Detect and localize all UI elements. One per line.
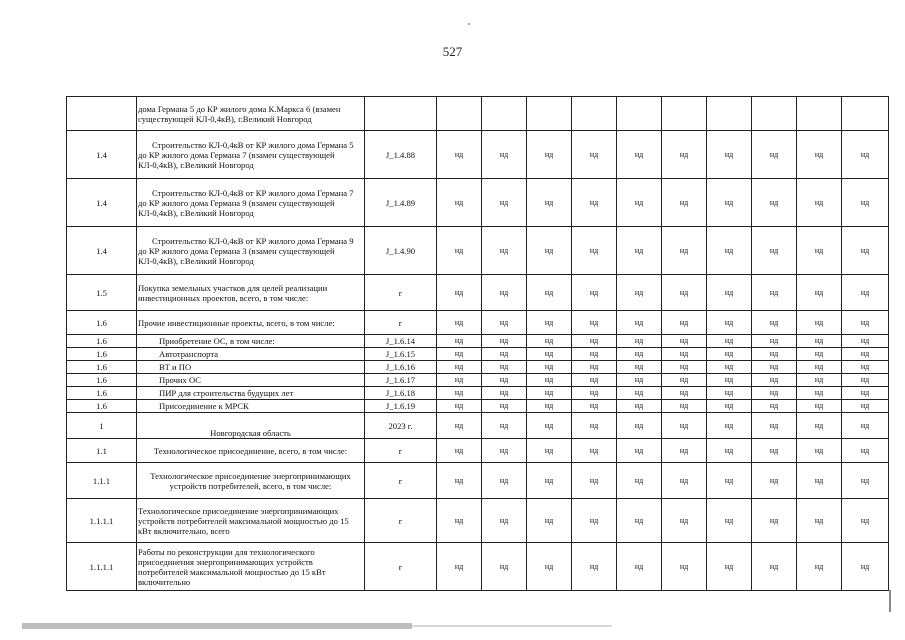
row-number: 1.6	[67, 374, 137, 387]
value-cell: нд	[842, 374, 889, 387]
table-row	[67, 335, 889, 348]
value-cell: нд	[797, 131, 842, 179]
value-cell: нд	[842, 311, 889, 335]
value-cell: нд	[482, 275, 527, 311]
value-cell: нд	[662, 439, 707, 463]
row-number: 1.6	[67, 348, 137, 361]
value-cell	[617, 97, 662, 131]
value-cell: нд	[617, 275, 662, 311]
table-row	[67, 348, 889, 361]
value-cell: нд	[482, 400, 527, 413]
value-cell: нд	[842, 275, 889, 311]
value-cell: нд	[617, 387, 662, 400]
value-cell: нд	[572, 311, 617, 335]
value-cell: нд	[527, 131, 572, 179]
table-row	[67, 311, 889, 335]
value-cell: нд	[482, 131, 527, 179]
value-cell: нд	[752, 361, 797, 374]
row-code: J_1.4.90	[365, 227, 437, 275]
value-cell: нд	[617, 179, 662, 227]
value-cell: нд	[707, 499, 752, 543]
value-cell: нд	[437, 361, 482, 374]
value-cell: нд	[752, 413, 797, 439]
scan-bottom-bar-faint	[412, 625, 612, 627]
value-cell: нд	[752, 374, 797, 387]
value-cell	[707, 97, 752, 131]
value-cell: нд	[617, 374, 662, 387]
value-cell: нд	[797, 374, 842, 387]
table-row	[67, 227, 889, 275]
value-cell	[842, 97, 889, 131]
value-cell: нд	[797, 499, 842, 543]
table-row	[67, 361, 889, 374]
value-cell: нд	[707, 311, 752, 335]
value-cell: нд	[482, 227, 527, 275]
value-cell: нд	[572, 543, 617, 591]
value-cell: нд	[527, 499, 572, 543]
value-cell: нд	[527, 361, 572, 374]
value-cell: нд	[752, 275, 797, 311]
row-number: 1.1.1.1	[67, 543, 137, 591]
row-code: г	[365, 543, 437, 591]
value-cell: нд	[797, 311, 842, 335]
value-cell: нд	[662, 400, 707, 413]
value-cell: нд	[617, 499, 662, 543]
table-row	[67, 543, 889, 591]
value-cell: нд	[797, 361, 842, 374]
row-code: г	[365, 463, 437, 499]
table-row	[67, 439, 889, 463]
value-cell: нд	[617, 131, 662, 179]
row-code: г	[365, 439, 437, 463]
value-cell	[437, 97, 482, 131]
value-cell: нд	[527, 311, 572, 335]
value-cell: нд	[707, 374, 752, 387]
value-cell	[752, 97, 797, 131]
row-number: 1.6	[67, 361, 137, 374]
row-code: 2023 г.	[365, 413, 437, 439]
value-cell: нд	[527, 543, 572, 591]
value-cell: нд	[662, 499, 707, 543]
table-row	[67, 275, 889, 311]
value-cell: нд	[707, 179, 752, 227]
value-cell: нд	[707, 413, 752, 439]
value-cell: нд	[662, 463, 707, 499]
value-cell	[797, 97, 842, 131]
value-cell: нд	[752, 179, 797, 227]
value-cell: нд	[662, 311, 707, 335]
value-cell: нд	[707, 227, 752, 275]
row-number: 1.4	[67, 179, 137, 227]
table-row	[67, 499, 889, 543]
value-cell: нд	[437, 275, 482, 311]
value-cell: нд	[797, 463, 842, 499]
value-cell: нд	[662, 335, 707, 348]
value-cell: нд	[572, 387, 617, 400]
row-code	[365, 97, 437, 131]
value-cell: нд	[437, 400, 482, 413]
value-cell: нд	[617, 400, 662, 413]
row-number: 1.6	[67, 311, 137, 335]
row-number: 1.6	[67, 387, 137, 400]
table-row	[67, 387, 889, 400]
value-cell: нд	[752, 400, 797, 413]
row-number: 1.6	[67, 335, 137, 348]
value-cell: нд	[842, 413, 889, 439]
value-cell: нд	[617, 361, 662, 374]
value-cell: нд	[482, 361, 527, 374]
value-cell: нд	[752, 543, 797, 591]
value-cell: нд	[797, 179, 842, 227]
value-cell: нд	[527, 387, 572, 400]
row-name: ВТ и ПО	[137, 361, 365, 374]
value-cell: нд	[617, 348, 662, 361]
value-cell: нд	[752, 463, 797, 499]
scan-bottom-bar	[22, 623, 412, 629]
row-name: дома Германа 5 до КР жилого дома К.Маркса 6 (взамен существующей КЛ-0,4кВ), г.Великий Новгород	[137, 97, 365, 131]
value-cell: нд	[482, 335, 527, 348]
value-cell: нд	[842, 348, 889, 361]
value-cell: нд	[707, 439, 752, 463]
value-cell: нд	[797, 348, 842, 361]
value-cell: нд	[662, 543, 707, 591]
value-cell: нд	[752, 335, 797, 348]
value-cell: нд	[437, 499, 482, 543]
value-cell: нд	[662, 131, 707, 179]
value-cell: нд	[572, 400, 617, 413]
row-name: Работы по реконструкции для технологического присоединения энергопринимающих устройств потребителей максимальной мощностью до 15 кВт включительно	[137, 543, 365, 591]
table-row	[67, 131, 889, 179]
value-cell: нд	[437, 227, 482, 275]
scan-dot	[468, 23, 470, 25]
value-cell: нд	[707, 400, 752, 413]
value-cell: нд	[842, 499, 889, 543]
table-row	[67, 463, 889, 499]
value-cell: нд	[752, 227, 797, 275]
row-name: Прочих ОС	[137, 374, 365, 387]
table-row	[67, 374, 889, 387]
row-name: Строительство КЛ-0,4кВ от КР жилого дома Германа 7 до КР жилого дома Германа 9 (взамен существующей КЛ-0,4кВ), г.Великий Новгород	[137, 179, 365, 227]
value-cell: нд	[572, 413, 617, 439]
value-cell: нд	[797, 275, 842, 311]
value-cell: нд	[572, 463, 617, 499]
value-cell: нд	[752, 131, 797, 179]
table-row	[67, 97, 889, 131]
row-number: 1.1.1	[67, 463, 137, 499]
value-cell: нд	[617, 413, 662, 439]
value-cell: нд	[482, 348, 527, 361]
value-cell	[482, 97, 527, 131]
row-code: J_1.4.89	[365, 179, 437, 227]
value-cell: нд	[437, 311, 482, 335]
value-cell: нд	[482, 311, 527, 335]
value-cell: нд	[662, 374, 707, 387]
value-cell: нд	[572, 179, 617, 227]
value-cell: нд	[527, 179, 572, 227]
value-cell: нд	[842, 439, 889, 463]
value-cell: нд	[842, 227, 889, 275]
value-cell: нд	[572, 275, 617, 311]
value-cell: нд	[797, 387, 842, 400]
value-cell: нд	[527, 400, 572, 413]
row-number: 1.1	[67, 439, 137, 463]
value-cell: нд	[572, 439, 617, 463]
value-cell: нд	[482, 374, 527, 387]
value-cell: нд	[617, 311, 662, 335]
value-cell: нд	[437, 439, 482, 463]
value-cell: нд	[662, 361, 707, 374]
row-name: Строительство КЛ-0,4кВ от КР жилого дома Германа 5 до КР жилого дома Германа 7 (взамен существующей КЛ-0,4кВ), г.Великий Новгород	[137, 131, 365, 179]
row-code: J_1.6.15	[365, 348, 437, 361]
scan-edge-mark	[889, 590, 891, 612]
row-name: Присоединение к МРСК	[137, 400, 365, 413]
row-name: Приобретение ОС, в том числе:	[137, 335, 365, 348]
row-code: J_1.6.18	[365, 387, 437, 400]
value-cell: нд	[707, 387, 752, 400]
value-cell: нд	[437, 413, 482, 439]
value-cell: нд	[482, 387, 527, 400]
row-name: Прочие инвестиционные проекты, всего, в том числе:	[137, 311, 365, 335]
value-cell: нд	[617, 543, 662, 591]
investment-program-table	[66, 96, 889, 591]
value-cell: нд	[572, 227, 617, 275]
value-cell: нд	[707, 275, 752, 311]
value-cell: нд	[797, 439, 842, 463]
value-cell: нд	[662, 275, 707, 311]
value-cell: нд	[662, 387, 707, 400]
value-cell: нд	[482, 439, 527, 463]
value-cell: нд	[752, 387, 797, 400]
row-code: г	[365, 499, 437, 543]
value-cell: нд	[842, 335, 889, 348]
value-cell: нд	[707, 361, 752, 374]
value-cell: нд	[662, 348, 707, 361]
row-code: г	[365, 311, 437, 335]
value-cell: нд	[437, 131, 482, 179]
row-number: 1	[67, 413, 137, 439]
value-cell: нд	[797, 400, 842, 413]
value-cell: нд	[437, 348, 482, 361]
value-cell: нд	[437, 335, 482, 348]
value-cell: нд	[707, 335, 752, 348]
value-cell: нд	[842, 131, 889, 179]
value-cell: нд	[707, 463, 752, 499]
row-number	[67, 97, 137, 131]
value-cell: нд	[527, 413, 572, 439]
value-cell: нд	[797, 335, 842, 348]
value-cell: нд	[527, 463, 572, 499]
table-row	[67, 400, 889, 413]
value-cell: нд	[617, 463, 662, 499]
value-cell: нд	[572, 374, 617, 387]
value-cell: нд	[752, 499, 797, 543]
value-cell: нд	[797, 227, 842, 275]
value-cell: нд	[572, 335, 617, 348]
value-cell: нд	[527, 439, 572, 463]
value-cell: нд	[527, 374, 572, 387]
value-cell: нд	[482, 543, 527, 591]
value-cell: нд	[437, 387, 482, 400]
value-cell: нд	[842, 387, 889, 400]
value-cell: нд	[482, 413, 527, 439]
value-cell: нд	[617, 335, 662, 348]
value-cell: нд	[437, 463, 482, 499]
row-code: г	[365, 275, 437, 311]
value-cell: нд	[662, 227, 707, 275]
value-cell: нд	[842, 179, 889, 227]
row-code: J_1.6.19	[365, 400, 437, 413]
row-name: Покупка земельных участков для целей реализации инвестиционных проектов, всего, в том числе:	[137, 275, 365, 311]
row-code: J_1.4.88	[365, 131, 437, 179]
row-number: 1.4	[67, 131, 137, 179]
value-cell: нд	[842, 400, 889, 413]
value-cell: нд	[797, 543, 842, 591]
row-number: 1.6	[67, 400, 137, 413]
table-row	[67, 179, 889, 227]
value-cell: нд	[527, 227, 572, 275]
row-name: Новгородская область	[137, 413, 365, 439]
row-number: 1.1.1.1	[67, 499, 137, 543]
value-cell: нд	[572, 131, 617, 179]
row-number: 1.4	[67, 227, 137, 275]
row-name: Автотранспорта	[137, 348, 365, 361]
value-cell: нд	[752, 311, 797, 335]
row-name: Строительство КЛ-0,4кВ от КР жилого дома Германа 9 до КР жилого дома Германа 3 (взамен существующей КЛ-0,4кВ), г.Великий Новгород	[137, 227, 365, 275]
value-cell: нд	[482, 499, 527, 543]
value-cell: нд	[842, 543, 889, 591]
value-cell: нд	[527, 348, 572, 361]
row-number: 1.5	[67, 275, 137, 311]
value-cell: нд	[752, 439, 797, 463]
value-cell: нд	[482, 463, 527, 499]
value-cell	[527, 97, 572, 131]
value-cell: нд	[617, 439, 662, 463]
value-cell: нд	[617, 227, 662, 275]
value-cell: нд	[527, 335, 572, 348]
value-cell	[662, 97, 707, 131]
value-cell: нд	[662, 413, 707, 439]
value-cell	[572, 97, 617, 131]
value-cell: нд	[572, 499, 617, 543]
row-code: J_1.6.17	[365, 374, 437, 387]
value-cell: нд	[572, 361, 617, 374]
row-name: ПИР для строительства будущих лет	[137, 387, 365, 400]
value-cell: нд	[707, 543, 752, 591]
value-cell: нд	[437, 374, 482, 387]
row-code: J_1.6.14	[365, 335, 437, 348]
value-cell: нд	[797, 413, 842, 439]
value-cell: нд	[527, 275, 572, 311]
value-cell: нд	[437, 543, 482, 591]
value-cell: нд	[482, 179, 527, 227]
row-name: Технологическое присоединение энергопринимающих устройств потребителей, всего, в том числе:	[137, 463, 365, 499]
value-cell: нд	[572, 348, 617, 361]
row-name: Технологическое присоединение, всего, в том числе:	[137, 439, 365, 463]
value-cell: нд	[707, 131, 752, 179]
value-cell: нд	[752, 348, 797, 361]
row-name: Технологическое присоединение энергопринимающих устройств потребителей максимальной мощностью до 15 кВт включительно, всего	[137, 499, 365, 543]
row-code: J_1.6.16	[365, 361, 437, 374]
value-cell: нд	[707, 348, 752, 361]
value-cell: нд	[662, 179, 707, 227]
value-cell: нд	[437, 179, 482, 227]
value-cell: нд	[842, 463, 889, 499]
value-cell: нд	[842, 361, 889, 374]
table-row	[67, 413, 889, 439]
page-number: 527	[442, 44, 463, 59]
